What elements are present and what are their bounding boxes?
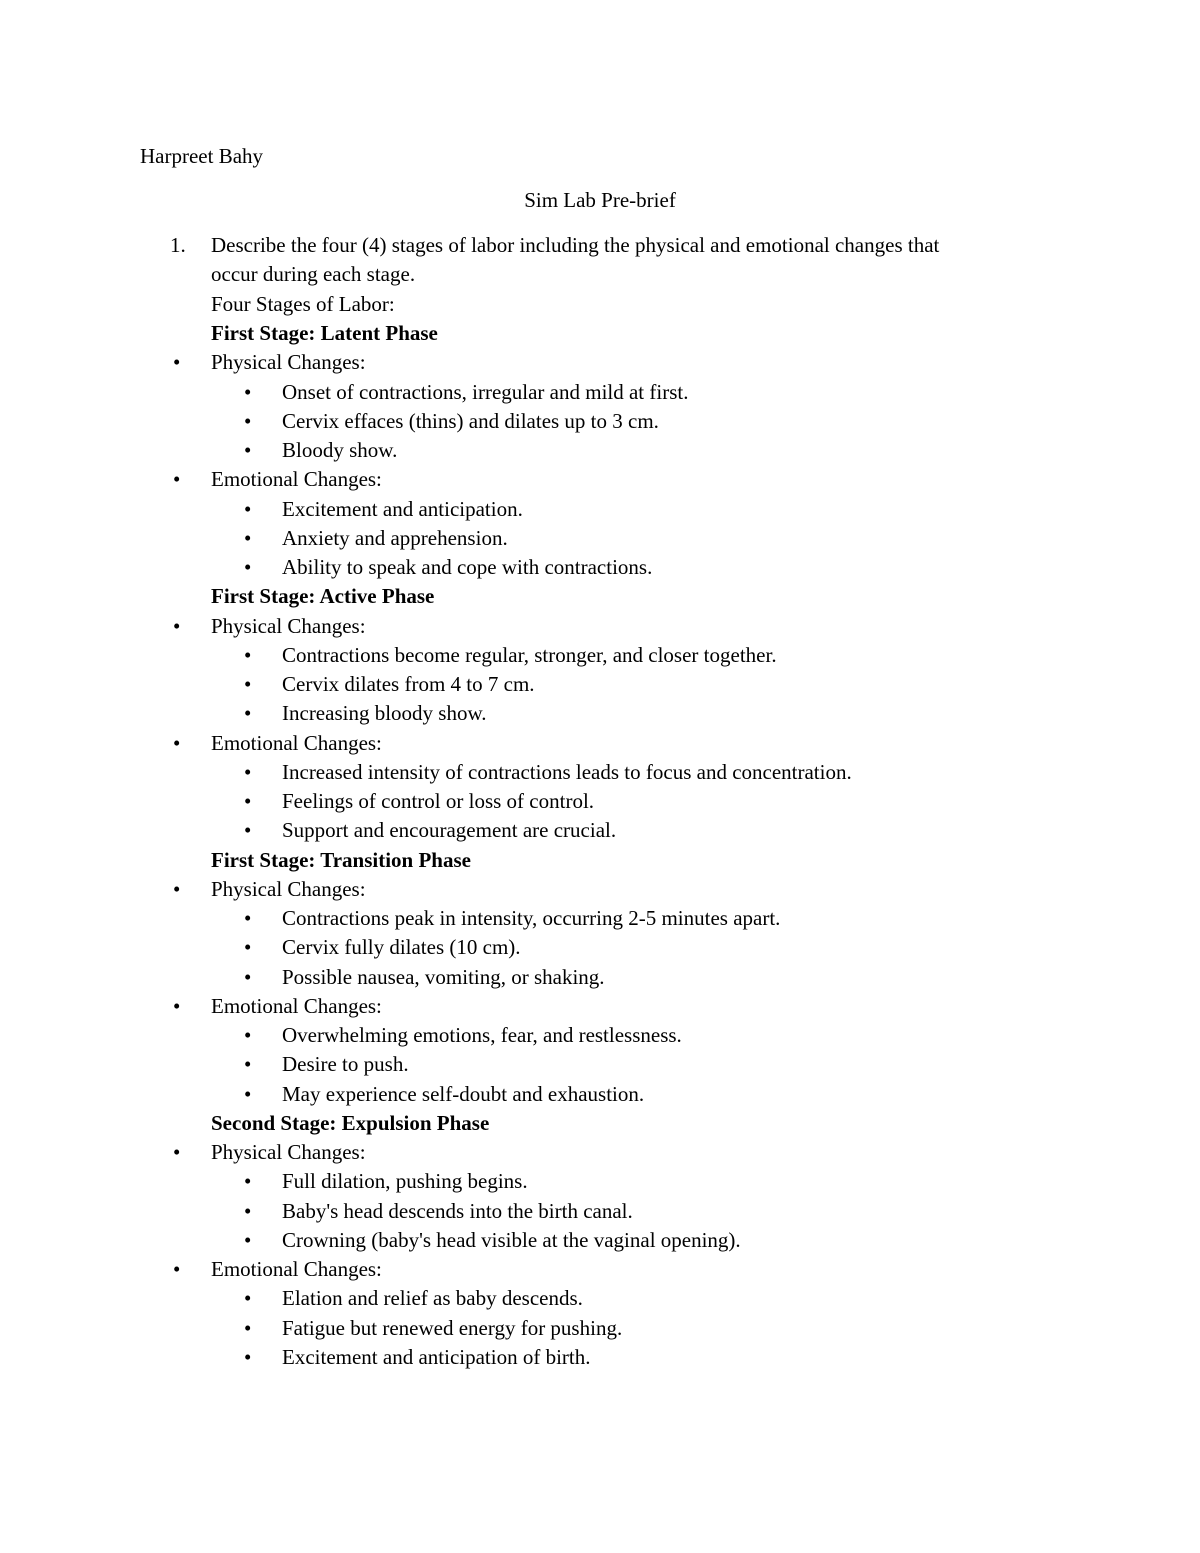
emotional-change-item: May experience self-doubt and exhaustion. [282, 1082, 645, 1106]
bullet-icon: • [244, 1082, 252, 1106]
stage-heading: Second Stage: Expulsion Phase [211, 1111, 490, 1135]
question-number: 1. [170, 233, 186, 257]
bullet-icon: • [244, 935, 252, 959]
emotional-changes-label: Emotional Changes: [211, 994, 382, 1018]
emotional-change-item: Anxiety and apprehension. [282, 526, 508, 550]
bullet-icon: • [173, 877, 181, 901]
bullet-icon: • [244, 526, 252, 550]
physical-change-item: Cervix effaces (thins) and dilates up to 3 cm. [282, 409, 659, 433]
emotional-change-item: Ability to speak and cope with contractions. [282, 555, 653, 579]
bullet-icon: • [244, 1286, 252, 1310]
stage-heading: First Stage: Latent Phase [211, 321, 438, 345]
physical-change-item: Possible nausea, vomiting, or shaking. [282, 965, 605, 989]
bullet-icon: • [244, 1199, 252, 1223]
physical-change-item: Baby's head descends into the birth canal. [282, 1199, 633, 1223]
emotional-change-item: Feelings of control or loss of control. [282, 789, 595, 813]
emotional-change-item: Excitement and anticipation. [282, 497, 523, 521]
bullet-icon: • [244, 760, 252, 784]
physical-change-item: Contractions peak in intensity, occurring 2-5 minutes apart. [282, 906, 781, 930]
physical-change-item: Cervix fully dilates (10 cm). [282, 935, 521, 959]
bullet-icon: • [244, 643, 252, 667]
bullet-icon: • [244, 1169, 252, 1193]
physical-change-item: Bloody show. [282, 438, 398, 462]
bullet-icon: • [244, 1023, 252, 1047]
stage-heading: First Stage: Active Phase [211, 584, 435, 608]
emotional-change-item: Fatigue but renewed energy for pushing. [282, 1316, 623, 1340]
physical-changes-label: Physical Changes: [211, 1140, 366, 1164]
physical-change-item: Increasing bloody show. [282, 701, 487, 725]
bullet-icon: • [173, 731, 181, 755]
physical-changes-label: Physical Changes: [211, 614, 366, 638]
bullet-icon: • [173, 994, 181, 1018]
bullet-icon: • [244, 380, 252, 404]
stage-heading: First Stage: Transition Phase [211, 848, 471, 872]
emotional-changes-label: Emotional Changes: [211, 1257, 382, 1281]
author-name: Harpreet Bahy [140, 144, 264, 168]
physical-changes-label: Physical Changes: [211, 877, 366, 901]
question-intro: Four Stages of Labor: [211, 292, 395, 316]
physical-change-item: Full dilation, pushing begins. [282, 1169, 528, 1193]
bullet-icon: • [244, 672, 252, 696]
emotional-change-item: Desire to push. [282, 1052, 409, 1076]
bullet-icon: • [244, 1316, 252, 1340]
emotional-change-item: Support and encouragement are crucial. [282, 818, 617, 842]
bullet-icon: • [244, 701, 252, 725]
bullet-icon: • [173, 1140, 181, 1164]
emotional-changes-label: Emotional Changes: [211, 731, 382, 755]
bullet-icon: • [244, 1345, 252, 1369]
emotional-change-item: Elation and relief as baby descends. [282, 1286, 583, 1310]
bullet-icon: • [244, 555, 252, 579]
question-text-line-1: Describe the four (4) stages of labor including the physical and emotional changes that [211, 233, 940, 257]
bullet-icon: • [244, 1228, 252, 1252]
physical-change-item: Cervix dilates from 4 to 7 cm. [282, 672, 535, 696]
bullet-icon: • [244, 1052, 252, 1076]
document-title: Sim Lab Pre-brief [524, 188, 676, 212]
bullet-icon: • [244, 409, 252, 433]
bullet-icon: • [173, 467, 181, 491]
bullet-icon: • [173, 350, 181, 374]
bullet-icon: • [244, 818, 252, 842]
bullet-icon: • [173, 1257, 181, 1281]
physical-changes-label: Physical Changes: [211, 350, 366, 374]
bullet-icon: • [244, 906, 252, 930]
bullet-icon: • [173, 614, 181, 638]
physical-change-item: Onset of contractions, irregular and mild at first. [282, 380, 689, 404]
emotional-changes-label: Emotional Changes: [211, 467, 382, 491]
bullet-icon: • [244, 789, 252, 813]
emotional-change-item: Overwhelming emotions, fear, and restlessness. [282, 1023, 682, 1047]
bullet-icon: • [244, 497, 252, 521]
question-text-line-2: occur during each stage. [211, 262, 416, 286]
physical-change-item: Crowning (baby's head visible at the vaginal opening). [282, 1228, 741, 1252]
emotional-change-item: Excitement and anticipation of birth. [282, 1345, 591, 1369]
bullet-icon: • [244, 438, 252, 462]
bullet-icon: • [244, 965, 252, 989]
physical-change-item: Contractions become regular, stronger, and closer together. [282, 643, 777, 667]
emotional-change-item: Increased intensity of contractions leads to focus and concentration. [282, 760, 852, 784]
